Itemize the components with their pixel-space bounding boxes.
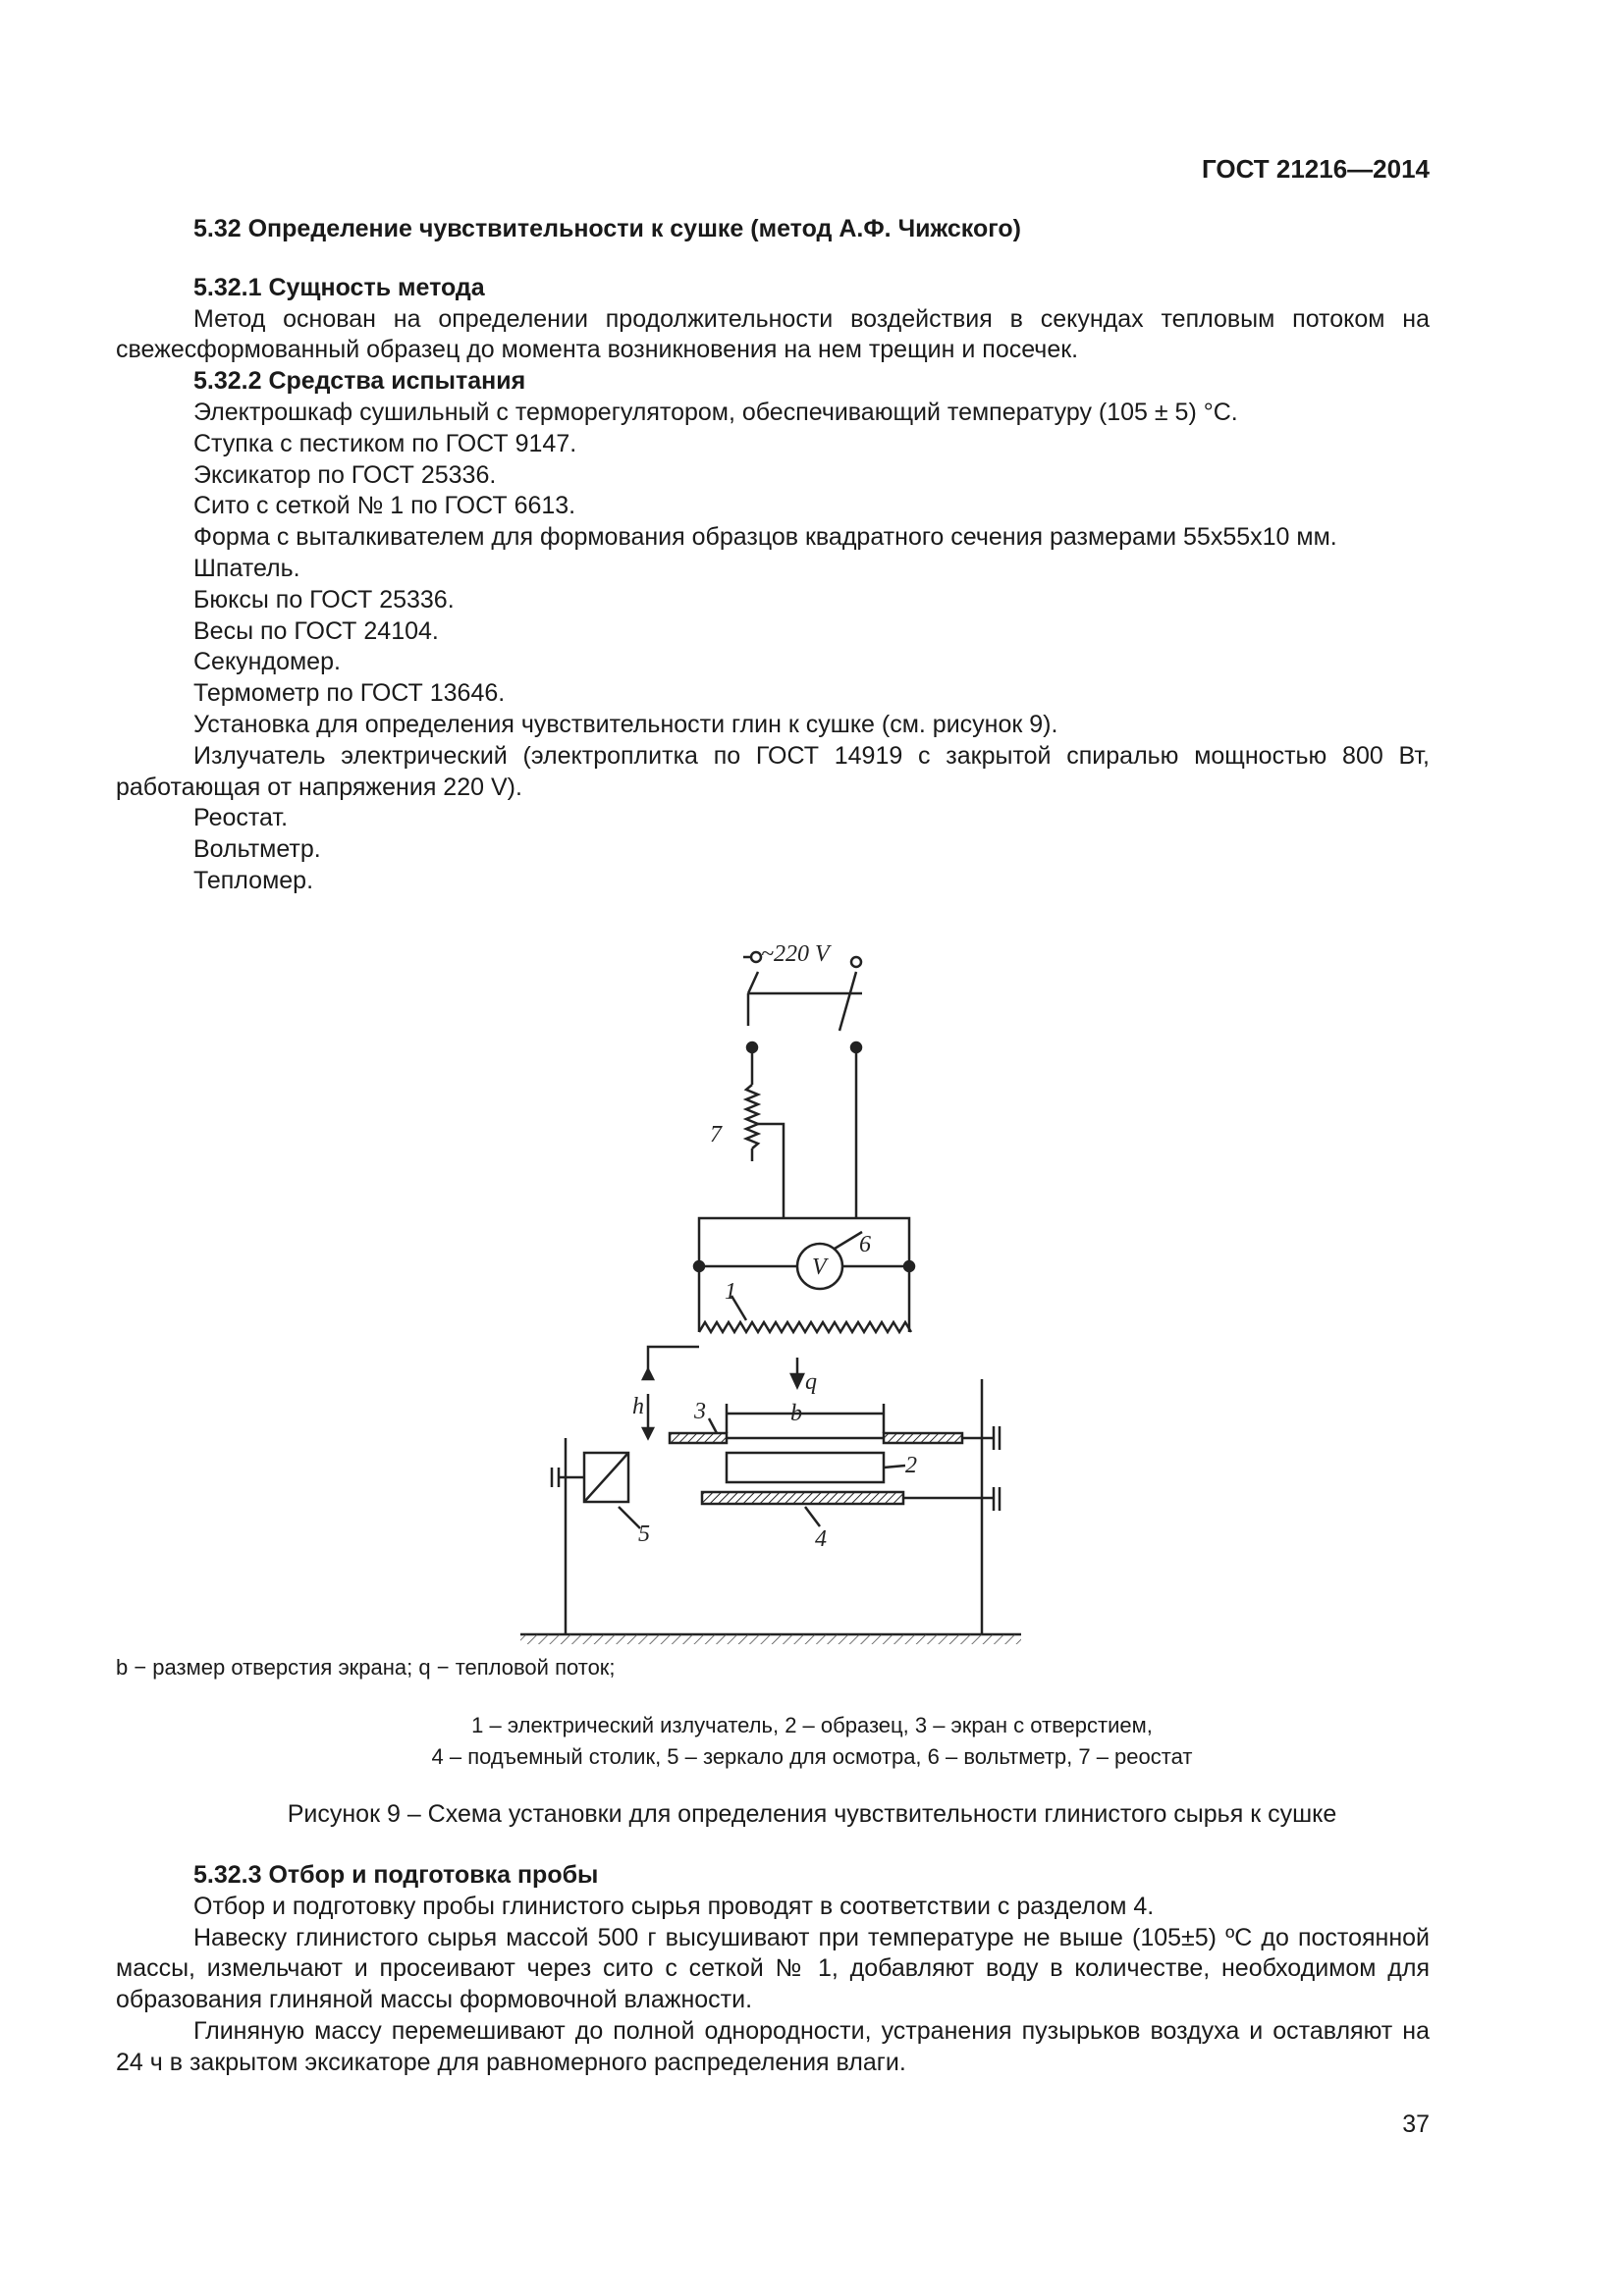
section-5-32 bbox=[116, 214, 1430, 897]
mirror-diagonal bbox=[584, 1453, 628, 1502]
figure-legend-line-1: 1 – электрический излучатель, 2 – образец, 3 – экран с отверстием, bbox=[471, 1713, 1153, 1737]
equipment-item: Форма с выталкивателем для формования образцов квадратного сечения размерами 55х55х10 мм. bbox=[193, 523, 1337, 552]
voltmeter-leader bbox=[835, 1232, 862, 1249]
lifting-table bbox=[702, 1492, 903, 1504]
ground-hatch bbox=[520, 1634, 1021, 1644]
label-4: 4 bbox=[815, 1526, 827, 1552]
label-3: 3 bbox=[694, 1399, 706, 1424]
equipment-item: Установка для определения чувствительности глин к сушке (см. рисунок 9). bbox=[193, 710, 1058, 738]
equipment-item: Секундомер. bbox=[193, 648, 341, 676]
subsection-title-1: 5.32.1 Сущность метода bbox=[193, 273, 485, 301]
label-1: 1 bbox=[725, 1279, 736, 1305]
label-5: 5 bbox=[638, 1522, 650, 1547]
heat-flux-arrowhead bbox=[791, 1374, 803, 1387]
equipment-item: Ступка с пестиком по ГОСТ 9147. bbox=[193, 429, 577, 457]
method-essence-text: Метод основан на определении продолжительности воздействия в секундах тепловым потоком на свежесформованный образец до момента возникновения на нем трещин и посечек. bbox=[116, 304, 1430, 364]
document-id: ГОСТ 21216—2014 bbox=[1202, 154, 1430, 184]
rheostat-coil bbox=[746, 1085, 758, 1148]
equipment-item: Термометр по ГОСТ 13646. bbox=[193, 679, 506, 708]
screen-leader bbox=[709, 1418, 717, 1433]
label-2: 2 bbox=[905, 1453, 917, 1478]
label-6: 6 bbox=[859, 1232, 871, 1257]
heater-coil bbox=[699, 1322, 911, 1332]
equipment-item: Шпатель. bbox=[193, 554, 300, 582]
apparatus-diagram bbox=[511, 928, 1021, 1644]
label-h: h bbox=[632, 1394, 644, 1419]
equipment-item: Излучатель электрический (электроплитка по ГОСТ 14919 с закрытой спиралью мощностью 800 Вт, работающая от напряжения 220 V). bbox=[116, 741, 1430, 801]
h-arrow-top bbox=[643, 1369, 653, 1379]
mirror-leader bbox=[619, 1507, 640, 1528]
figure-legend-line-2: 4 – подъемный столик, 5 – зеркало для осмотра, 6 – вольтметр, 7 – реостат bbox=[431, 1744, 1193, 1769]
equipment-item: Электрошкаф сушильный с терморегулятором, обеспечивающий температуру (105 ± 5) °С. bbox=[193, 398, 1238, 426]
switch-contact-right bbox=[851, 1042, 861, 1052]
voltmeter-letter: V bbox=[812, 1255, 827, 1280]
equipment-item: Реостат. bbox=[193, 804, 289, 832]
screen-right bbox=[884, 1433, 962, 1443]
supply-terminal-right bbox=[851, 957, 861, 967]
section-title: 5.32 Определение чувствительности к сушке (метод А.Ф. Чижского) bbox=[193, 215, 1021, 242]
equipment-item: Бюксы по ГОСТ 25336. bbox=[193, 585, 455, 614]
h-arrow-head bbox=[643, 1428, 653, 1438]
equipment-item: Тепломер. bbox=[193, 866, 314, 894]
switch-blade-left bbox=[748, 972, 758, 993]
switch-contact-left bbox=[747, 1042, 757, 1052]
label-b: b bbox=[790, 1401, 802, 1426]
equipment-item: Сито с сеткой № 1 по ГОСТ 6613. bbox=[193, 492, 576, 520]
table-leader bbox=[805, 1507, 820, 1526]
subsection-title-2: 5.32.2 Средства испытания bbox=[193, 367, 526, 396]
page-number: 37 bbox=[1402, 2110, 1430, 2138]
equipment-item: Вольтметр. bbox=[193, 835, 321, 864]
equipment-item: Эксикатор по ГОСТ 25336. bbox=[193, 460, 497, 489]
figure-legend-symbols: b − размер отверстия экрана; q − тепловой поток; bbox=[116, 1655, 616, 1680]
figure-caption: Рисунок 9 – Схема установки для определения чувствительности глинистого сырья к сушке bbox=[287, 1800, 1337, 1828]
section-5-32-3 bbox=[116, 1860, 1430, 2079]
screen-left bbox=[670, 1433, 727, 1443]
sample-leader bbox=[884, 1466, 905, 1468]
switch-blade-right bbox=[839, 972, 856, 1031]
rheostat-slider-wire bbox=[758, 1124, 784, 1218]
circuit-upper-loop bbox=[699, 1218, 909, 1266]
sample bbox=[727, 1453, 884, 1482]
sampling-paragraph: Отбор и подготовку пробы глинистого сырья проводят в соответствии с разделом 4. bbox=[193, 1892, 1155, 1920]
heater-base-line bbox=[648, 1347, 699, 1379]
label-q: q bbox=[805, 1369, 817, 1395]
supply-terminal-left bbox=[751, 952, 761, 962]
equipment-item: Весы по ГОСТ 24104. bbox=[193, 616, 439, 645]
voltage-label: ~220 V bbox=[761, 941, 830, 967]
sampling-paragraph: Глиняную массу перемешивают до полной однородности, устранения пузырьков воздуха и оставляют на 24 ч в закрытом эксикаторе для равномерного распределения влаги. bbox=[116, 2016, 1430, 2076]
sampling-paragraph: Навеску глинистого сырья массой 500 г высушивают при температуре не выше (105±5) ºС до постоянной массы, измельчают и просеивают через сито с сеткой № 1, добавляют воду в количестве, необходимом для образования глиняной массы формовочной влажности. bbox=[116, 1923, 1430, 2014]
label-7: 7 bbox=[710, 1122, 722, 1148]
subsection-title-3: 5.32.3 Отбор и подготовка пробы bbox=[193, 1861, 599, 1889]
